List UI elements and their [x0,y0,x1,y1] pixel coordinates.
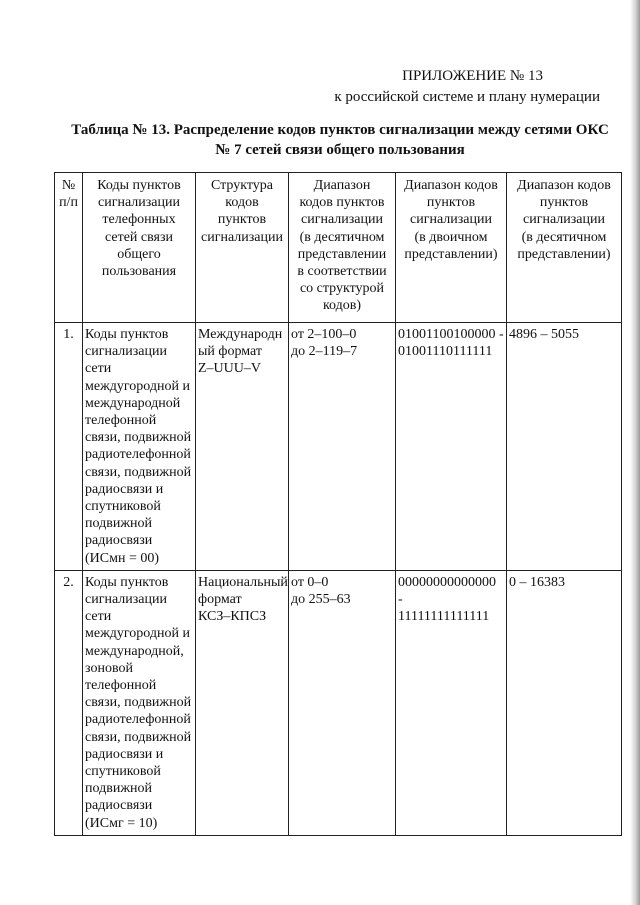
cell-text-line: представлении [297,246,387,262]
cell-text-line: Коды пунктов [85,574,169,590]
row-number-cell: 1. [55,323,83,571]
table-title [60,120,620,160]
cell-text-line: КСЗ–КПСЗ [198,609,267,625]
cell-text-line: (в десятичном [521,229,607,245]
cell-text-line: радиотелефонной [85,712,191,728]
cell-text-line: 01001110111111 [398,344,493,360]
cell-text-line: в соответствии [297,264,387,280]
cell-text-line: Диапазон кодов [517,178,611,193]
structure-cell [196,323,289,571]
signaling-codes-table [54,172,622,836]
cell-text-line: радиосвязи [85,533,153,549]
cell-text-line: формат [198,592,242,608]
header-cell [396,173,507,323]
header-cell [196,173,289,323]
cell-text-line: до 2–119–7 [291,344,358,360]
cell-text-line: телефонной [85,678,157,694]
cell-text-line: телефонной [85,413,157,429]
cell-text-line: Международн [198,327,283,342]
cell-text-line: Коды пунктов [85,327,169,342]
cell-text-line: международной [85,395,181,411]
cell-text-line: Z–UUU–V [198,361,261,377]
cell-text-line: 00000000000000 - [398,574,496,608]
cell-text-line: общего [117,246,161,262]
cell-text-line: 11111111111111 [398,609,490,625]
binary-range-cell [396,570,507,835]
header-cell [289,173,396,323]
cell-text-line: от 2–100–0 [291,327,357,342]
cell-text-line: зоновой [85,660,133,676]
cell-text-line: радиосвязи [85,798,153,814]
cell-text-line: № [61,178,76,193]
table-row [55,323,622,571]
cell-text-line: (ИСмн = 00) [85,550,160,566]
cell-text-line: Национальный [198,574,288,590]
appendix-heading [300,66,600,108]
cell-text-line: 01001100100000 - [398,327,504,342]
codes-cell [83,323,196,571]
cell-text-line: сети [85,361,112,377]
appendix-number: ПРИЛОЖЕНИЕ № 13 [402,68,543,84]
cell-text-line: сигнализации [85,592,167,608]
cell-text-line: 4896 – 5055 [509,327,579,342]
cell-text-line: радиотелефонной [85,447,191,463]
cell-text-line: кодов [225,195,259,211]
cell-text-line: от 0–0 [291,574,329,590]
cell-text-line: подвижной [85,781,152,797]
cell-text-line: радиосвязи и [85,481,164,497]
row-number-cell: 2. [55,570,83,835]
cell-text-line: 0 – 16383 [509,574,565,590]
header-cell [507,173,622,323]
cell-text-line: сети [85,609,112,625]
cell-text-line: связи, подвижной [85,695,192,711]
header-cell [55,173,83,323]
cell-text-line: Диапазон кодов [404,178,498,193]
cell-text-line: п/п [59,195,78,211]
decimal-structured-range-cell [289,570,396,835]
structure-cell [196,570,289,835]
cell-text-line: сигнализации [523,212,605,228]
cell-text-line: спутниковой [85,499,161,515]
cell-text-line: ый формат [198,344,262,360]
cell-text-line: пунктов [217,212,267,228]
cell-text-line: сигнализации [98,195,180,211]
cell-text-line: междугородной и [85,626,190,642]
cell-text-line: Диапазон [313,178,371,193]
cell-text-line: кодов пунктов [299,195,385,211]
cell-text-line: кодов) [322,298,362,314]
cell-text-line: (в десятичном [299,229,385,245]
binary-range-cell [396,323,507,571]
cell-text-line: сетей связи [104,229,174,245]
cell-text-line: связи, подвижной [85,729,192,745]
cell-text-line: Структура [210,178,274,193]
decimal-range-cell [507,323,622,571]
table-title-line-2: № 7 сетей связи общего пользования [215,142,465,158]
cell-text-line: сигнализации [301,212,383,228]
cell-text-line: сигнализации [410,212,492,228]
cell-text-line: (ИСмг = 10) [85,815,158,831]
cell-text-line: телефонных [102,212,176,228]
decimal-range-cell [507,570,622,835]
table-header-row [55,173,622,323]
decimal-structured-range-cell [289,323,396,571]
cell-text-line: представлении) [404,246,498,262]
cell-text-line: связи, подвижной [85,464,192,480]
cell-text-line: сигнализации [85,344,167,360]
table-title-line-1: Таблица № 13. Распределение кодов пунктов сигнализации между сетями ОКС [71,122,609,138]
table-row [55,570,622,835]
cell-text-line: сигнализации [201,229,283,245]
cell-text-line: пунктов [426,195,476,211]
cell-text-line: пунктов [539,195,589,211]
cell-text-line: со структурой [299,281,385,297]
cell-text-line: до 255–63 [291,592,351,608]
cell-text-line: представлении) [517,246,611,262]
cell-text-line: международной, [85,643,184,659]
cell-text-line: (в двоичном [414,229,488,245]
page-edge-shadow [630,0,640,905]
appendix-subtitle: к российской системе и плану нумерации [334,89,600,105]
header-cell [83,173,196,323]
cell-text-line: Коды пунктов [97,178,181,193]
cell-text-line: междугородной и [85,378,190,394]
cell-text-line: подвижной [85,516,152,532]
cell-text-line: связи, подвижной [85,430,192,446]
cell-text-line: пользования [101,264,177,280]
cell-text-line: радиосвязи и [85,746,164,762]
cell-text-line: спутниковой [85,764,161,780]
codes-cell [83,570,196,835]
